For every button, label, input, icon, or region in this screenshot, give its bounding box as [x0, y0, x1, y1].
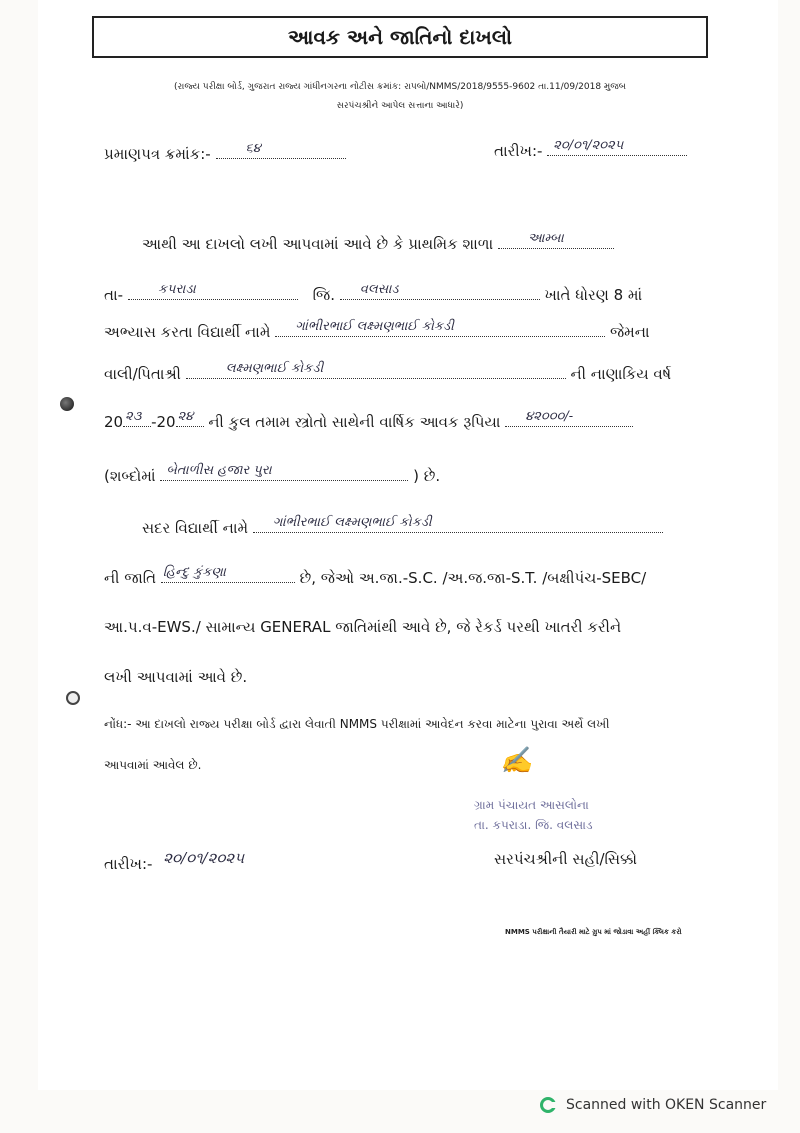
- jemna-text: જેમના: [609, 323, 650, 341]
- words-value: બેતાળીસ હજાર પુરા: [166, 463, 272, 478]
- date-value: ૨૦/૦૧/૨૦૨૫: [553, 138, 624, 153]
- year-from-value: ૨૩: [125, 409, 142, 424]
- closing-line: લખી આપવામાં આવે છે.: [104, 668, 248, 686]
- date-label: તારીખ:-: [494, 142, 543, 160]
- income-year-text: ની નાણાકિય વર્ષ: [570, 365, 672, 383]
- student-field: [275, 320, 605, 337]
- sadar-text: સદર વિદ્યાર્થી નામે: [142, 519, 249, 537]
- guardian-row: [104, 362, 671, 383]
- document-page: [38, 0, 778, 1090]
- signature-scribble: ✍: [500, 746, 533, 776]
- category-line: આ.પ.વ-EWS./ સામાન્ય GENERAL જાતિમાંથી આવે છે, જે રેકર્ડ પરથી ખાતરી કરીને: [104, 618, 622, 636]
- ji-label: જિ.: [312, 286, 335, 304]
- district-field: [340, 283, 540, 300]
- taluka-row: [104, 283, 642, 304]
- para1-intro: આથી આ દાખલો લખી આપવામાં આવે છે કે પ્રાથમિક શાળા: [142, 235, 494, 253]
- bottom-date-label: તારીખ:-: [104, 855, 153, 873]
- school-field: [498, 232, 614, 249]
- school-value: આમ્બા: [527, 231, 564, 246]
- date-row: [494, 139, 687, 160]
- student-row: [104, 320, 650, 341]
- certificate-title: આવક અને જાતિનો દાખલો: [288, 25, 512, 49]
- cert-no-value: ૬૪: [245, 141, 261, 156]
- year-mid: -20: [151, 413, 176, 431]
- subnote-line2: સરપંચશ્રીને આપેલ સત્તાના આધારે): [336, 101, 464, 111]
- cert-no-label: પ્રમાણપત્ર ક્રમાંક:-: [104, 145, 211, 163]
- signature-label: સરપંચશ્રીની સહી/સિક્કો: [494, 850, 638, 868]
- stamp-line1: ગ્રામ પંચાયત આસલોના: [474, 798, 589, 812]
- bottom-date-value: ૨૦/૦૧/૨૦૨૫: [163, 849, 245, 867]
- district-value: વલસાડ: [359, 282, 399, 297]
- study-text: અભ્યાસ કરતા વિદ્યાર્થી નામે: [104, 323, 271, 341]
- nmms-group-link[interactable]: NMMS પરીક્ષાની તૈયારી માટે ગ્રુપ માં જોડાવા અહીં ક્લિક કરો: [505, 928, 682, 936]
- words-row: [104, 464, 440, 485]
- subnote-line1: (રાજ્ય પરીક્ષા બોર્ડ, ગુજરાત રાજ્ય ગાંધીનગરના નોટીસ ક્રમાંક: રાપબો/NMMS/2018/9555-9602 તા.11/09/2018 મુજબ: [174, 82, 626, 92]
- para1-row: [142, 232, 614, 253]
- income-value: ૪૨૦૦૦/-: [525, 409, 574, 424]
- caste-rest: છે, જેઓ અ.જા.-S.C. /અ.જ.જા-S.T. /બક્ષીપંચ-SEBC/: [299, 569, 647, 587]
- punch-hole-dark: [60, 397, 74, 411]
- student-value: ગાંભીરભાઈ લક્ષ્મણભાઈ કોકડી: [295, 319, 454, 334]
- sadar-field: [253, 516, 663, 533]
- caste-value: હિન્દુ કુંકણા: [162, 565, 226, 580]
- year-to-field: [176, 410, 204, 427]
- oken-logo-icon: [540, 1097, 556, 1113]
- words-label: (શબ્દોમાં: [104, 467, 156, 485]
- taluka-field: [128, 283, 298, 300]
- sadar-row: [142, 516, 663, 537]
- guardian-field: [186, 362, 566, 379]
- caste-row: [104, 566, 646, 587]
- cert-no-field: [216, 142, 346, 159]
- sarpanch-stamp: [474, 746, 654, 846]
- cert-no-row: [104, 142, 346, 163]
- sadar-value: ગાંભીરભાઈ લક્ષ્મણભાઈ કોકડી: [272, 515, 432, 530]
- guardian-label: વાલી/પિતાશ્રી: [104, 365, 181, 383]
- taluka-value: કપરાડા: [157, 282, 196, 297]
- income-text: ની કુલ તમામ સ્ત્રોતો સાથેની વાર્ષિક આવક રૂપિયા: [208, 413, 501, 431]
- year-prefix: 20: [104, 413, 124, 431]
- note-line1: નોંધ:- આ દાખલો રાજ્ય પરીક્ષા બોર્ડ દ્વારા લેવાતી NMMS પરીક્ષામાં આવેદન કરવા માટેના પુરાવા અર્થે લખી: [104, 717, 610, 731]
- class-text: ખાતે ધોરણ 8 માં: [544, 286, 643, 304]
- scanner-watermark: [540, 1097, 766, 1113]
- guardian-value: લક્ષ્મણભાઈ કોકડી: [225, 361, 324, 376]
- note-line2: આપવામાં આવેલ છે.: [104, 758, 202, 772]
- income-row: [104, 410, 633, 431]
- stamp-line2: તા. કપરાડા. જિ. વલસાડ: [474, 818, 593, 832]
- year-to-value: ૨૪: [177, 409, 194, 424]
- income-field: [505, 410, 633, 427]
- caste-label: ની જાતિ: [104, 569, 157, 587]
- title-box: [92, 16, 708, 58]
- bottom-date-field: [157, 849, 307, 869]
- year-from-field: [123, 410, 151, 427]
- words-close: ) છે.: [413, 467, 441, 485]
- scanner-text: Scanned with OKEN Scanner: [566, 1097, 767, 1113]
- words-field: [160, 464, 408, 481]
- punch-hole-light: [66, 691, 80, 705]
- date-field: [547, 139, 687, 156]
- caste-field: [161, 566, 295, 583]
- ta-label: તા-: [104, 286, 124, 304]
- bottom-date-row: [104, 849, 307, 873]
